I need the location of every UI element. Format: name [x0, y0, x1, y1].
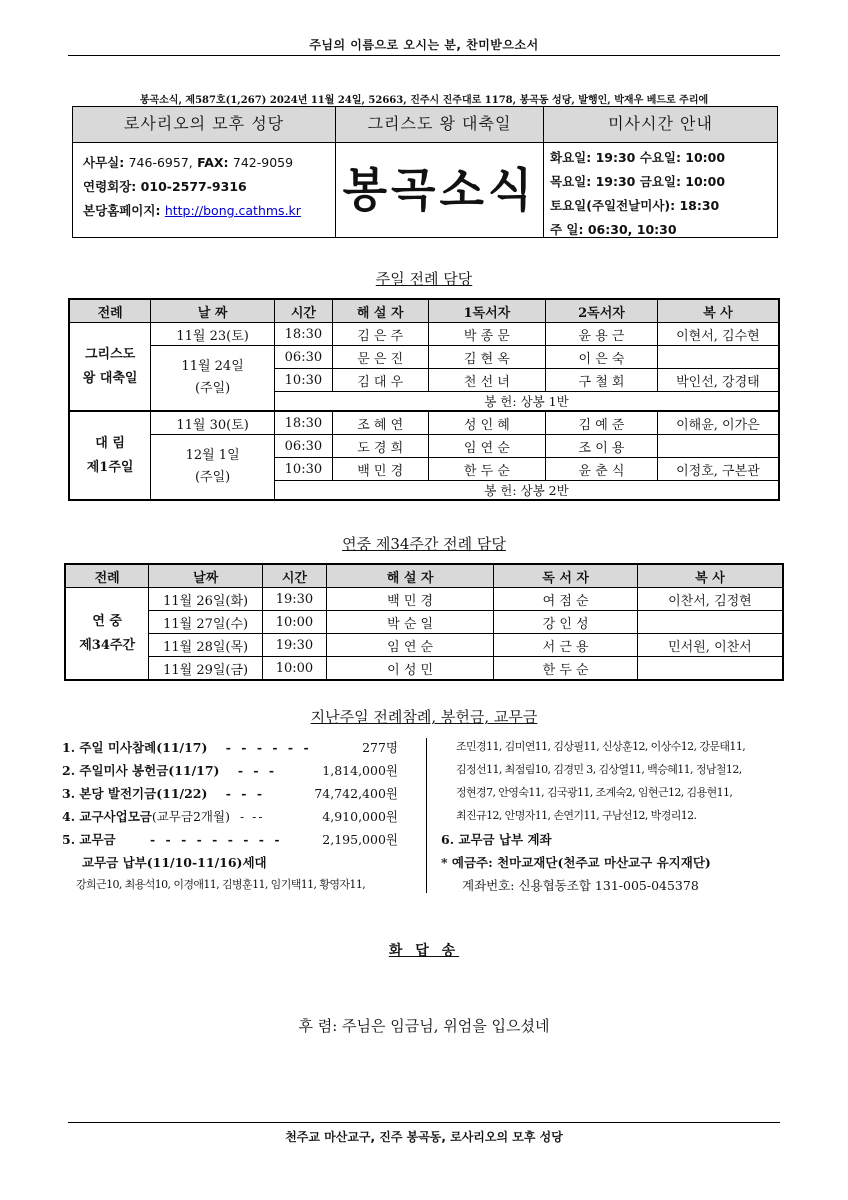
- commentator-cell: 김 대 우: [332, 369, 428, 392]
- office-phone: 746-6957,: [128, 155, 193, 170]
- feast-title: 그리스도 왕 대축일: [336, 107, 544, 143]
- time-cell: 06:30: [274, 346, 332, 369]
- reader1-cell: 임 연 순: [428, 435, 546, 458]
- bottom-divider: [68, 1122, 780, 1123]
- reader1-cell: 성 인 혜: [428, 411, 546, 435]
- reader1-cell: 김 현 옥: [428, 346, 546, 369]
- commentator-cell: 조 혜 연: [332, 411, 428, 435]
- mass-time-line: 주 일: 06:30, 10:30: [550, 222, 677, 237]
- stat-label: 2. 주일미사 봉헌금(11/17): [62, 763, 220, 778]
- reader-cell: 강 인 성: [494, 611, 638, 634]
- header-cell: 해 설 자: [326, 564, 493, 588]
- stat-label: 1. 주일 미사참례(11/17): [62, 740, 208, 755]
- time-cell: 18:30: [274, 411, 332, 435]
- office-label: 사무실:: [83, 155, 125, 170]
- servers-cell: 이현서, 김수현: [657, 323, 779, 346]
- stat-dash: - - - - - -: [225, 740, 312, 755]
- dues-names: 최진규12, 안명자11, 손연기11, 구남선12, 박경리12.: [456, 809, 697, 822]
- header-cell: 전례: [69, 299, 151, 323]
- association-label: 연령회장:: [83, 179, 137, 194]
- liturgy-line: 왕 대축일: [82, 370, 138, 386]
- commentator-cell: 백 민 경: [326, 588, 493, 611]
- stat-label: 3. 본당 발전기금(11/22): [62, 786, 208, 801]
- header-cell: 시간: [274, 299, 332, 323]
- time-cell: 10:00: [262, 611, 326, 634]
- fax-label: FAX:: [197, 155, 229, 170]
- commentator-cell: 김 은 주: [332, 323, 428, 346]
- servers-cell: 이해윤, 이가은: [657, 411, 779, 435]
- offering-cell: 봉 헌: 상봉 2반: [274, 481, 779, 501]
- dues-names: 강희근10, 최용석10, 이경애11, 김병훈11, 임기택11, 황영자11,: [76, 878, 366, 891]
- account-number: 계좌번호: 신용협동조합 131-005-045378: [462, 878, 699, 893]
- liturgy-line: 대 림: [95, 435, 125, 451]
- liturgy-line: 그리스도: [85, 346, 136, 362]
- offering-cell: 봉 헌: 상봉 1반: [274, 392, 779, 412]
- association-phone: 010-2577-9316: [140, 179, 247, 194]
- account-title: 6. 교무금 납부 계좌: [441, 832, 552, 847]
- reader2-cell: 조 이 용: [546, 435, 658, 458]
- reader2-cell: 이 은 숙: [546, 346, 658, 369]
- commentator-cell: 박 순 일: [326, 611, 493, 634]
- mass-time-line: 토요일(주일전날미사): 18:30: [550, 198, 720, 213]
- stat-item-5: [62, 830, 283, 848]
- time-cell: 18:30: [274, 323, 332, 346]
- stat-item-1: [62, 738, 312, 756]
- liturgy-line: 제1주일: [86, 459, 134, 475]
- stat-item-2: [62, 761, 277, 779]
- stat-value-1: 277명: [362, 740, 398, 755]
- dues-title: 교무금 납부(11/10-11/16)세대: [82, 855, 267, 870]
- time-cell: 10:30: [274, 369, 332, 392]
- date-cell: 11월 29일(금): [149, 657, 263, 681]
- parish-title: 로사리오의 모후 성당: [73, 107, 336, 143]
- stat-value-4: 4,910,000원: [322, 809, 398, 824]
- date-cell: 11월 26일(화): [149, 588, 263, 611]
- header-cell: 복 사: [657, 299, 779, 323]
- stat-item-3: [62, 784, 265, 802]
- date-line: (주일): [194, 470, 231, 485]
- reader2-cell: 윤 용 근: [546, 323, 658, 346]
- date-cell: 11월 30(토): [151, 411, 275, 435]
- header-cell: 날짜: [149, 564, 263, 588]
- psalm-title-text: 화 답 송: [388, 943, 460, 959]
- dues-names: 김정선11, 최점림10, 김경민 3, 김상열11, 백승혜11, 정남철12,: [456, 763, 742, 776]
- stat-value-2: 1,814,000원: [322, 763, 398, 778]
- homepage-label: 본당홈페이지:: [83, 203, 161, 218]
- weekday-title-text: 연중 제34주간 전례 담당: [342, 535, 506, 553]
- column-divider: [426, 738, 427, 893]
- stat-label: 4. 교구사업모금: [62, 809, 152, 824]
- stat-dash: - - - - - - - - -: [150, 832, 283, 847]
- header-cell: 해 설 자: [332, 299, 428, 323]
- liturgy-line: 제34주간: [79, 637, 136, 653]
- header-cell: 시간: [262, 564, 326, 588]
- psalm-title: [0, 940, 848, 960]
- stat-sublabel: (교무금2개월): [151, 809, 230, 824]
- sunday-title-text: 주일 전례 담당: [375, 270, 473, 288]
- servers-cell: 민서원, 이찬서: [637, 634, 783, 657]
- reader-cell: 서 근 용: [494, 634, 638, 657]
- time-cell: 10:00: [262, 657, 326, 681]
- commentator-cell: 임 연 순: [326, 634, 493, 657]
- dues-names: 조민경11, 김미연11, 김상필11, 신상훈12, 이상수12, 강문태11,: [456, 740, 746, 753]
- time-cell: 19:30: [262, 588, 326, 611]
- commentator-cell: 도 경 희: [332, 435, 428, 458]
- psalm-refrain: 후 렴: 주님은 임금님, 위엄을 입으셨네: [298, 1017, 550, 1035]
- date-line: 11월 24일: [181, 359, 244, 374]
- stat-dash: - --: [239, 809, 265, 824]
- servers-cell: 박인선, 강경태: [657, 369, 779, 392]
- publication-info: 봉곡소식, 제587호(1,267) 2024년 11월 24일, 52663, 진주시 진주대로 1178, 봉곡동 성당, 발행인, 박재우 베드로 주리에: [139, 95, 709, 106]
- liturgy-line: 연 중: [92, 613, 122, 629]
- header-cell: 독 서 자: [494, 564, 638, 588]
- stat-value-3: 74,742,400원: [314, 786, 398, 801]
- fax-phone: 742-9059: [232, 155, 294, 170]
- commentator-cell: 백 민 경: [332, 458, 428, 481]
- servers-cell: 이찬서, 김정현: [637, 588, 783, 611]
- bulletin-name: 봉곡소식: [336, 143, 544, 237]
- date-line: 12월 1일: [185, 448, 240, 463]
- time-cell: 19:30: [262, 634, 326, 657]
- commentator-cell: 문 은 진: [332, 346, 428, 369]
- servers-cell: 이정호, 구본관: [657, 458, 779, 481]
- motto: 주님의 이름으로 오시는 분, 찬미받으소서: [309, 38, 539, 52]
- header-cell: 전례: [65, 564, 149, 588]
- account-depositor: * 예금주: 천마교재단(천주교 마산교구 유지재단): [441, 855, 711, 870]
- mass-times-title: 미사시간 안내: [544, 107, 777, 143]
- header-cell: 복 사: [637, 564, 783, 588]
- reader2-cell: 김 예 준: [546, 411, 658, 435]
- header-cell: 2독서자: [546, 299, 658, 323]
- mass-time-line: 목요일: 19:30 금요일: 10:00: [550, 174, 726, 189]
- header-cell: 날 짜: [151, 299, 275, 323]
- header-cell: 1독서자: [428, 299, 546, 323]
- reader1-cell: 한 두 순: [428, 458, 546, 481]
- commentator-cell: 이 성 민: [326, 657, 493, 681]
- mass-time-line: 화요일: 19:30 수요일: 10:00: [550, 150, 726, 165]
- date-cell: 11월 28일(목): [149, 634, 263, 657]
- stats-title-text: 지난주일 전례참례, 봉헌금, 교무금: [310, 708, 538, 726]
- dues-names: 정현경7, 안영숙11, 김국광11, 조계숙2, 임현근12, 김용현11,: [456, 786, 733, 799]
- reader2-cell: 윤 춘 식: [546, 458, 658, 481]
- date-line: (주일): [194, 381, 231, 396]
- reader-cell: 여 점 순: [494, 588, 638, 611]
- date-cell: 11월 27일(수): [149, 611, 263, 634]
- time-cell: 06:30: [274, 435, 332, 458]
- date-cell: 11월 23(토): [151, 323, 275, 346]
- reader1-cell: 박 종 문: [428, 323, 546, 346]
- stat-dash: - - -: [225, 786, 266, 801]
- stat-label: 5. 교무금: [62, 832, 116, 847]
- reader1-cell: 천 선 녀: [428, 369, 546, 392]
- homepage-link[interactable]: http://bong.cathms.kr: [164, 203, 301, 218]
- time-cell: 10:30: [274, 458, 332, 481]
- stat-value-5: 2,195,000원: [322, 832, 398, 847]
- footer: 천주교 마산교구, 진주 봉곡동, 로사리오의 모후 성당: [285, 1130, 563, 1144]
- stat-dash: - - -: [237, 763, 278, 778]
- reader-cell: 한 두 순: [494, 657, 638, 681]
- reader2-cell: 구 철 회: [546, 369, 658, 392]
- stat-item-4: [62, 807, 265, 825]
